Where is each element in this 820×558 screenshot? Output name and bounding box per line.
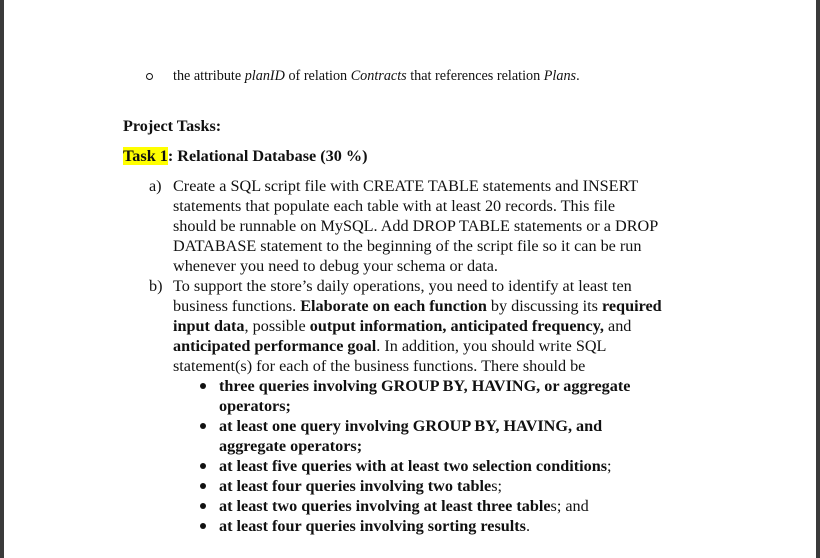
- bullet-6-rest: .: [525, 517, 531, 535]
- bullet-3-rest: ;: [607, 457, 612, 475]
- bullet-5-bold: at least two queries involving at least three table: [219, 497, 551, 515]
- bullet-2-line-2: aggregate operators;: [219, 437, 363, 455]
- intro-text-1: the attribute: [173, 68, 245, 84]
- intro-relation-plans: Plans: [543, 68, 577, 84]
- hollow-bullet-icon: [146, 73, 153, 80]
- item-b-bold: anticipated performance goal: [173, 337, 377, 355]
- intro-text-3: that references relation: [406, 68, 544, 84]
- item-b-bold: required: [601, 297, 662, 315]
- task-1-heading: [123, 146, 367, 166]
- intro-text-4: .: [576, 68, 580, 84]
- project-tasks-heading: Project Tasks:: [123, 117, 222, 135]
- bullet-6: [219, 516, 530, 536]
- task-1-title: : Relational Database (30 %): [167, 147, 368, 165]
- item-a-line-3: should be runnable on MySQL. Add DROP TABLE statements or a DROP: [173, 217, 659, 235]
- item-b-text: by discussing its: [486, 297, 602, 315]
- task-1-highlight: Task 1: [123, 147, 168, 165]
- item-b-line-1: To support the store’s daily operations, you need to identify at least ten: [173, 277, 632, 295]
- item-b-text: , possible: [244, 317, 310, 335]
- item-b-marker: b): [149, 277, 163, 295]
- item-a-line-2: statements that populate each table with at least 20 records. This file: [173, 197, 616, 215]
- bullet-4: [219, 476, 502, 496]
- intro-relation-contracts: Contracts: [350, 68, 407, 84]
- bullet-3: [219, 456, 612, 476]
- bullet-2-line-1: at least one query involving GROUP BY, HAVING, and: [219, 417, 603, 435]
- bullet-icon: [200, 503, 206, 509]
- bullet-icon: [200, 423, 206, 429]
- item-b-text: . In addition, you should write SQL: [376, 337, 607, 355]
- item-b-text: and: [603, 317, 632, 335]
- bullet-icon: [200, 383, 206, 389]
- item-b-line-5: statement(s) for each of the business functions. There should be: [173, 357, 586, 375]
- item-a-line-4: DATABASE statement to the beginning of the script file so it can be run: [173, 237, 642, 255]
- intro-attr: planID: [244, 68, 285, 84]
- item-b-bold: output information, anticipated frequency,: [309, 317, 604, 335]
- item-a-line-1: Create a SQL script file with CREATE TABLE statements and INSERT: [173, 177, 639, 195]
- item-b-line-3: [173, 316, 631, 336]
- bullet-1-line-1: three queries involving GROUP BY, HAVING, or aggregate: [219, 377, 631, 395]
- bullet-5-rest: s; and: [550, 497, 589, 515]
- page-left-border: [0, 0, 4, 558]
- item-b-line-4: [173, 336, 606, 356]
- intro-text-2: of relation: [284, 68, 351, 84]
- item-a-line-5: whenever you need to debug your schema or data.: [173, 257, 498, 275]
- bullet-3-bold: at least five queries with at least two selection conditions: [219, 457, 608, 475]
- item-b-line-2: [173, 296, 662, 316]
- bullet-4-bold: at least four queries involving two table: [219, 477, 492, 495]
- page-right-border: [816, 0, 820, 558]
- intro-line: [173, 66, 580, 86]
- item-a-marker: a): [149, 177, 162, 195]
- bullet-icon: [200, 463, 206, 469]
- item-b-text: business functions.: [173, 297, 301, 315]
- item-b-bold: input data: [173, 317, 245, 335]
- bullet-icon: [200, 483, 206, 489]
- bullet-icon: [200, 523, 206, 529]
- bullet-5: [219, 496, 589, 516]
- bullet-6-bold: at least four queries involving sorting results: [219, 517, 526, 535]
- bullet-4-rest: s;: [491, 477, 502, 495]
- bullet-1-line-2: operators;: [219, 397, 291, 415]
- item-b-bold: Elaborate on each function: [300, 297, 487, 315]
